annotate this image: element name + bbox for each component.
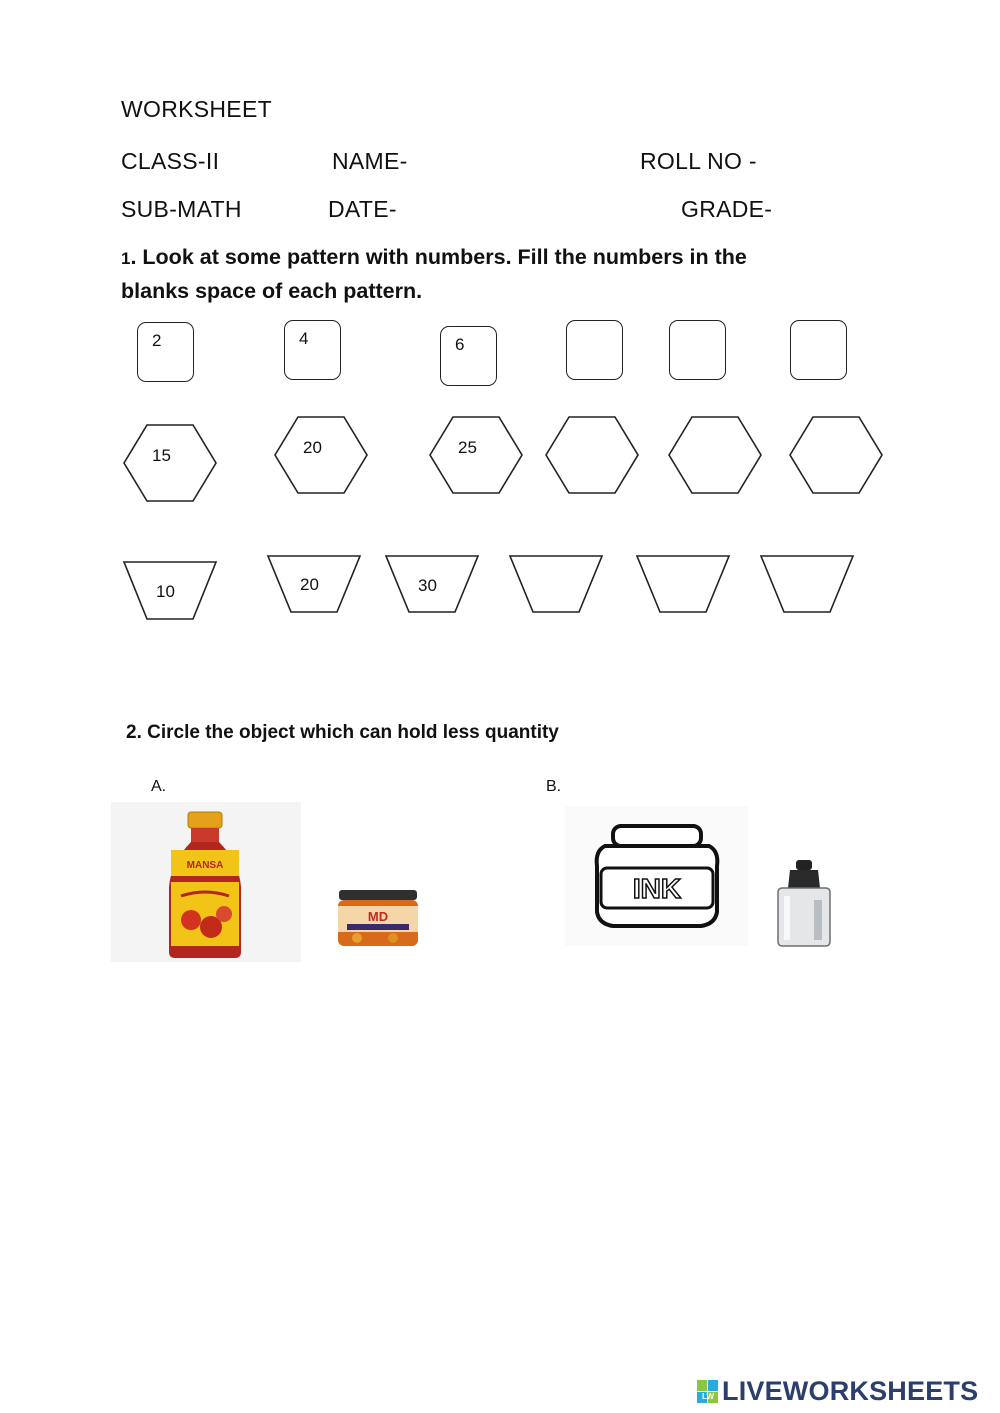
logo-badge-text: LW (702, 1392, 714, 1401)
hexagon-3-value: 25 (458, 438, 477, 457)
hexagon-2-value: 20 (303, 438, 322, 457)
liveworksheets-brand[interactable]: LIVEWORKSHEETS (722, 1376, 979, 1406)
hexagon-1-value: 15 (152, 446, 171, 465)
liveworksheets-logo-icon (697, 1380, 719, 1404)
small-bottle-icon (772, 856, 836, 948)
worksheet-title: WORKSHEET (121, 96, 272, 122)
box-1-value: 2 (152, 331, 162, 350)
hexagon-6-blank (790, 417, 882, 493)
ketchup-bottle-image[interactable] (111, 802, 301, 962)
question-1-number: 1 (121, 249, 131, 268)
pattern-shapes (0, 0, 1000, 700)
question-1-line-2: blanks space of each pattern. (121, 279, 423, 303)
trapezoid-2-value: 20 (300, 575, 319, 594)
hexagon-4-blank (546, 417, 638, 493)
jar-brand-text: MD (367, 909, 389, 924)
jam-jar-image[interactable] (333, 888, 423, 950)
box-2-value: 4 (299, 329, 309, 348)
small-bottle-image[interactable] (772, 856, 836, 948)
class-label: CLASS-II (121, 148, 220, 174)
ink-pot-icon (565, 806, 748, 946)
trapezoid-4-blank (510, 556, 602, 612)
bottle-brand-text: MANSA (186, 860, 224, 871)
option-b-label: B. (546, 778, 562, 795)
ink-label-text: INK (632, 873, 682, 904)
ketchup-bottle-icon (111, 802, 301, 962)
option-a-label: A. (151, 778, 167, 795)
roll-no-label: ROLL NO - (640, 148, 757, 174)
subject-label: SUB-MATH (121, 196, 242, 222)
trapezoid-5-blank (637, 556, 729, 612)
trapezoid-1-value: 10 (156, 582, 175, 601)
trapezoid-3-value: 30 (418, 576, 437, 595)
trapezoid-6-blank (761, 556, 853, 612)
hexagon-5-blank (669, 417, 761, 493)
ink-pot-image[interactable] (565, 806, 748, 946)
question-1-line-1: . Look at some pattern with numbers. Fill the numbers in the (130, 245, 747, 269)
name-label: NAME- (332, 148, 408, 174)
date-label: DATE- (328, 196, 397, 222)
box-3-value: 6 (455, 335, 465, 354)
question-2-text: 2. Circle the object which can hold less quantity (126, 722, 559, 743)
grade-label: GRADE- (681, 196, 773, 222)
jam-jar-icon (333, 888, 423, 950)
